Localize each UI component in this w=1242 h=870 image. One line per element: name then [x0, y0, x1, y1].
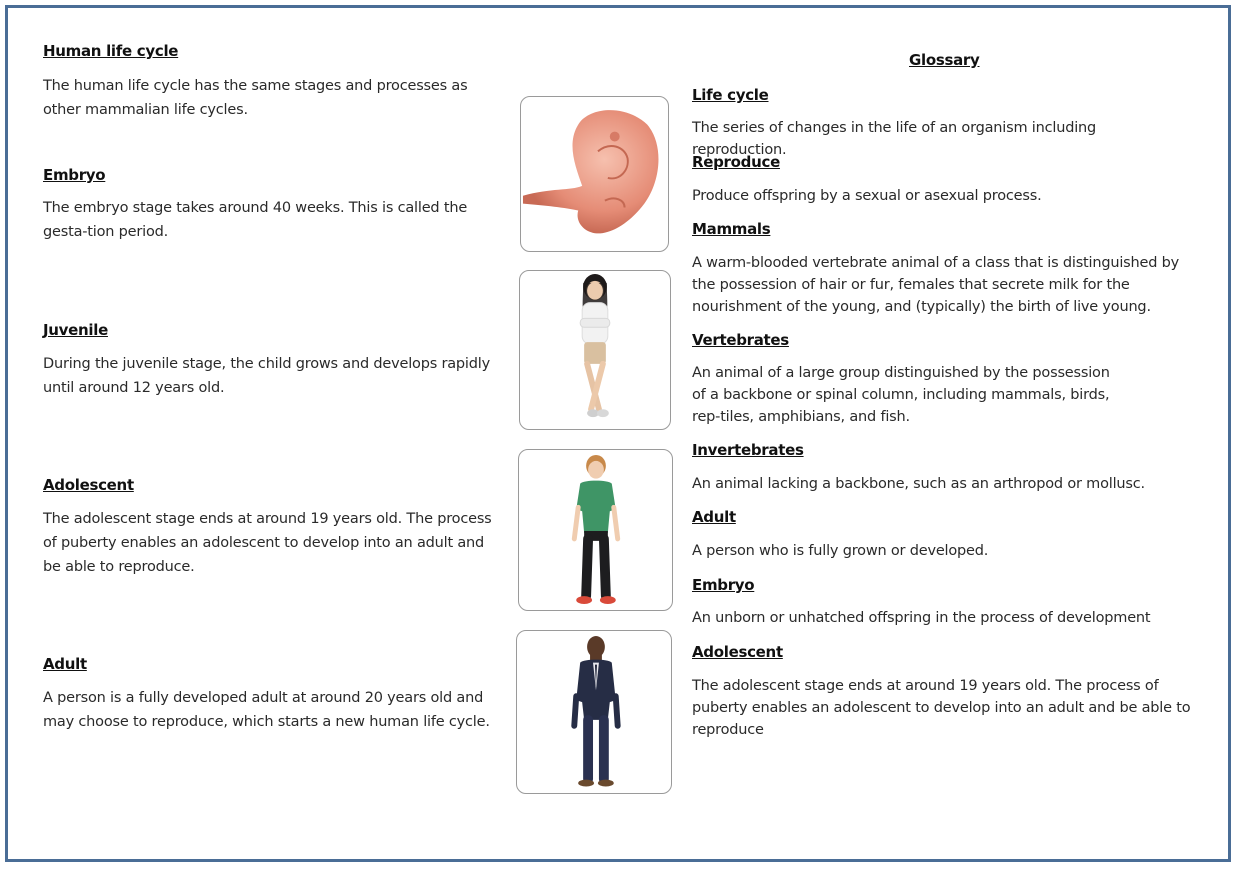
glossary-term-life-cycle: Life cycle	[692, 86, 769, 104]
glossary-def-mammals: A warm-blooded vertebrate animal of a class that is distinguished by the possession of hair or fur, females that secrete milk for the nourishment of the young, and (typically) the birth of live young.	[692, 255, 1180, 315]
adolescent-heading: Adolescent	[43, 476, 134, 494]
glossary-def-invertebrates: An animal lacking a backbone, such as an arthropod or mollusc.	[692, 476, 1145, 492]
glossary-term-vertebrates: Vertebrates	[692, 331, 789, 349]
glossary-title: Glossary	[909, 51, 980, 69]
glossary-term-invertebrates: Invertebrates	[692, 441, 804, 459]
glossary-term-adult: Adult	[692, 508, 736, 526]
teen-boy-photo	[518, 449, 673, 611]
man-in-suit-photo	[516, 630, 672, 794]
embryo-illustration	[520, 96, 669, 252]
glossary-term-adolescent: Adolescent	[692, 643, 783, 661]
adult-heading: Adult	[43, 655, 87, 673]
girl-photo	[519, 270, 671, 430]
glossary-def-embryo: An unborn or unhatched offspring in the process of development	[692, 610, 1151, 626]
glossary-def-adult: A person who is fully grown or developed.	[692, 543, 989, 559]
embryo-text: The embryo stage takes around 40 weeks. This is called the gesta-tion period.	[43, 200, 468, 240]
glossary-term-reproduce: Reproduce	[692, 153, 780, 171]
glossary-term-embryo: Embryo	[692, 576, 755, 594]
adult-text: A person is a fully developed adult at around 20 years old and may choose to reproduce, which starts a new human life cycle.	[43, 690, 490, 730]
glossary-term-mammals: Mammals	[692, 220, 771, 238]
glossary-def-adolescent: The adolescent stage ends at around 19 years old. The process of puberty enables an adolescent to develop into an adult and be able to reproduce	[692, 678, 1191, 738]
page-title: Human life cycle	[43, 42, 179, 60]
juvenile-text: During the juvenile stage, the child grows and develops rapidly until around 12 years old.	[43, 356, 490, 396]
intro-text: The human life cycle has the same stages and processes as other mammalian life cycles.	[43, 78, 468, 118]
glossary-def-vertebrates: An animal of a large group distinguished by the possession of a backbone or spinal column, including mammals, birds, rep-tiles, amphibians, and fish.	[692, 365, 1110, 425]
adolescent-text: The adolescent stage ends at around 19 years old. The process of puberty enables an adolescent to develop into an adult and be able to reproduce.	[43, 511, 492, 575]
glossary-def-reproduce: Produce offspring by a sexual or asexual process.	[692, 188, 1042, 204]
embryo-heading: Embryo	[43, 166, 106, 184]
glossary-def-life-cycle: The series of changes in the life of an organism including reproduction.	[692, 120, 1097, 158]
juvenile-heading: Juvenile	[43, 321, 108, 339]
